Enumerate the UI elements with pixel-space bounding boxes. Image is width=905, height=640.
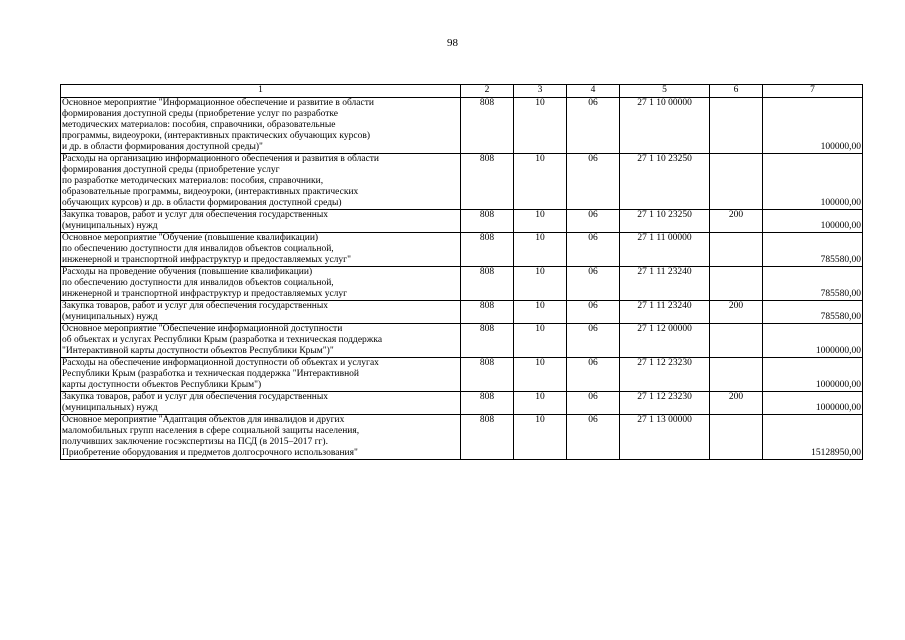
column-header: 6 [710, 85, 763, 98]
row-description: Расходы на организацию информационного обеспечения и развития в области формирования доступной среды (приобретение услуг по разработке методических материалов: пособия, справочники, образовательные программы, видеоуроки, (интерактивных практических обучающих курсов) и др. в области формирования доступной среды) [61, 154, 461, 210]
amount-value: 100000,00 [763, 210, 863, 233]
ministry-code: 808 [461, 415, 514, 460]
expense-type-code [710, 98, 763, 154]
target-article-code: 27 1 10 23250 [620, 210, 710, 233]
row-description: Закупка товаров, работ и услуг для обеспечения государственных (муниципальных) нужд [61, 210, 461, 233]
section-code: 10 [514, 154, 567, 210]
ministry-code: 808 [461, 358, 514, 392]
subsection-code: 06 [567, 233, 620, 267]
target-article-code: 27 1 12 23230 [620, 392, 710, 415]
subsection-code: 06 [567, 154, 620, 210]
column-header: 1 [61, 85, 461, 98]
expense-type-code [710, 233, 763, 267]
table-row [61, 98, 863, 154]
expense-type-code [710, 267, 763, 301]
amount-value: 785580,00 [763, 301, 863, 324]
target-article-code: 27 1 10 00000 [620, 98, 710, 154]
table-row [61, 358, 863, 392]
section-code: 10 [514, 324, 567, 358]
target-article-code: 27 1 12 00000 [620, 324, 710, 358]
table-row [61, 210, 863, 233]
section-code: 10 [514, 233, 567, 267]
table-row [61, 392, 863, 415]
expense-type-code [710, 154, 763, 210]
row-description: Расходы на проведение обучения (повышение квалификации) по обеспечению доступности для инвалидов объектов социальной, инженерной и транспортной инфраструктур и предоставляемых услуг [61, 267, 461, 301]
ministry-code: 808 [461, 324, 514, 358]
target-article-code: 27 1 12 23230 [620, 358, 710, 392]
subsection-code: 06 [567, 301, 620, 324]
amount-value: 785580,00 [763, 267, 863, 301]
row-description: Основное мероприятие "Обучение (повышение квалификации) по обеспечению доступности для инвалидов объектов социальной, инженерной и транспортной инфраструктур и предоставляемых услуг" [61, 233, 461, 267]
table-row [61, 267, 863, 301]
subsection-code: 06 [567, 358, 620, 392]
section-code: 10 [514, 415, 567, 460]
amount-value: 785580,00 [763, 233, 863, 267]
expense-type-code [710, 358, 763, 392]
header-row [61, 85, 863, 98]
row-description: Расходы на обеспечение информационной доступности об объектах и услугах Республики Крым (разработка и техническая поддержка "Интерактивной карты доступности объектов Республики Крым") [61, 358, 461, 392]
row-description: Основное мероприятие "Адаптация объектов для инвалидов и других маломобильных групп населения в сфере социальной защиты населения, получивших заключение госэкспертизы на ПСД (в 2015–2017 гг). Приобретение оборудования и предметов долгосрочного использования" [61, 415, 461, 460]
amount-value: 1000000,00 [763, 324, 863, 358]
row-description: Основное мероприятие "Информационное обеспечение и развитие в области формирования доступной среды (приобретение услуг по разработке методических материалов: пособия, справочники, образовательные программы, видеоуроки, (интерактивных практических обучающих курсов) и др. в области формирования доступной среды)" [61, 98, 461, 154]
section-code: 10 [514, 98, 567, 154]
row-description: Закупка товаров, работ и услуг для обеспечения государственных (муниципальных) нужд [61, 392, 461, 415]
section-code: 10 [514, 301, 567, 324]
column-header: 5 [620, 85, 710, 98]
amount-value: 1000000,00 [763, 392, 863, 415]
ministry-code: 808 [461, 154, 514, 210]
table-row [61, 301, 863, 324]
target-article-code: 27 1 11 23240 [620, 267, 710, 301]
row-description: Закупка товаров, работ и услуг для обеспечения государственных (муниципальных) нужд [61, 301, 461, 324]
table-row [61, 415, 863, 460]
subsection-code: 06 [567, 98, 620, 154]
section-code: 10 [514, 392, 567, 415]
amount-value: 100000,00 [763, 154, 863, 210]
budget-table [60, 84, 863, 460]
expense-type-code [710, 324, 763, 358]
page-number: 98 [447, 37, 458, 49]
target-article-code: 27 1 10 23250 [620, 154, 710, 210]
ministry-code: 808 [461, 392, 514, 415]
amount-value: 1000000,00 [763, 358, 863, 392]
table-row [61, 154, 863, 210]
expense-type-code [710, 415, 763, 460]
ministry-code: 808 [461, 301, 514, 324]
section-code: 10 [514, 267, 567, 301]
section-code: 10 [514, 210, 567, 233]
column-header: 2 [461, 85, 514, 98]
target-article-code: 27 1 11 23240 [620, 301, 710, 324]
subsection-code: 06 [567, 324, 620, 358]
amount-value: 15128950,00 [763, 415, 863, 460]
ministry-code: 808 [461, 233, 514, 267]
ministry-code: 808 [461, 210, 514, 233]
subsection-code: 06 [567, 267, 620, 301]
table-row [61, 233, 863, 267]
subsection-code: 06 [567, 210, 620, 233]
expense-type-code: 200 [710, 301, 763, 324]
subsection-code: 06 [567, 415, 620, 460]
column-header: 3 [514, 85, 567, 98]
column-header: 7 [763, 85, 863, 98]
table-row [61, 324, 863, 358]
amount-value: 100000,00 [763, 98, 863, 154]
expense-type-code: 200 [710, 210, 763, 233]
subsection-code: 06 [567, 392, 620, 415]
target-article-code: 27 1 13 00000 [620, 415, 710, 460]
column-header: 4 [567, 85, 620, 98]
section-code: 10 [514, 358, 567, 392]
row-description: Основное мероприятие "Обеспечение информационной доступности об объектах и услугах Республики Крым (разработка и техническая поддержка "Интерактивной карты доступности объектов Республики Крым")" [61, 324, 461, 358]
target-article-code: 27 1 11 00000 [620, 233, 710, 267]
expense-type-code: 200 [710, 392, 763, 415]
ministry-code: 808 [461, 98, 514, 154]
ministry-code: 808 [461, 267, 514, 301]
